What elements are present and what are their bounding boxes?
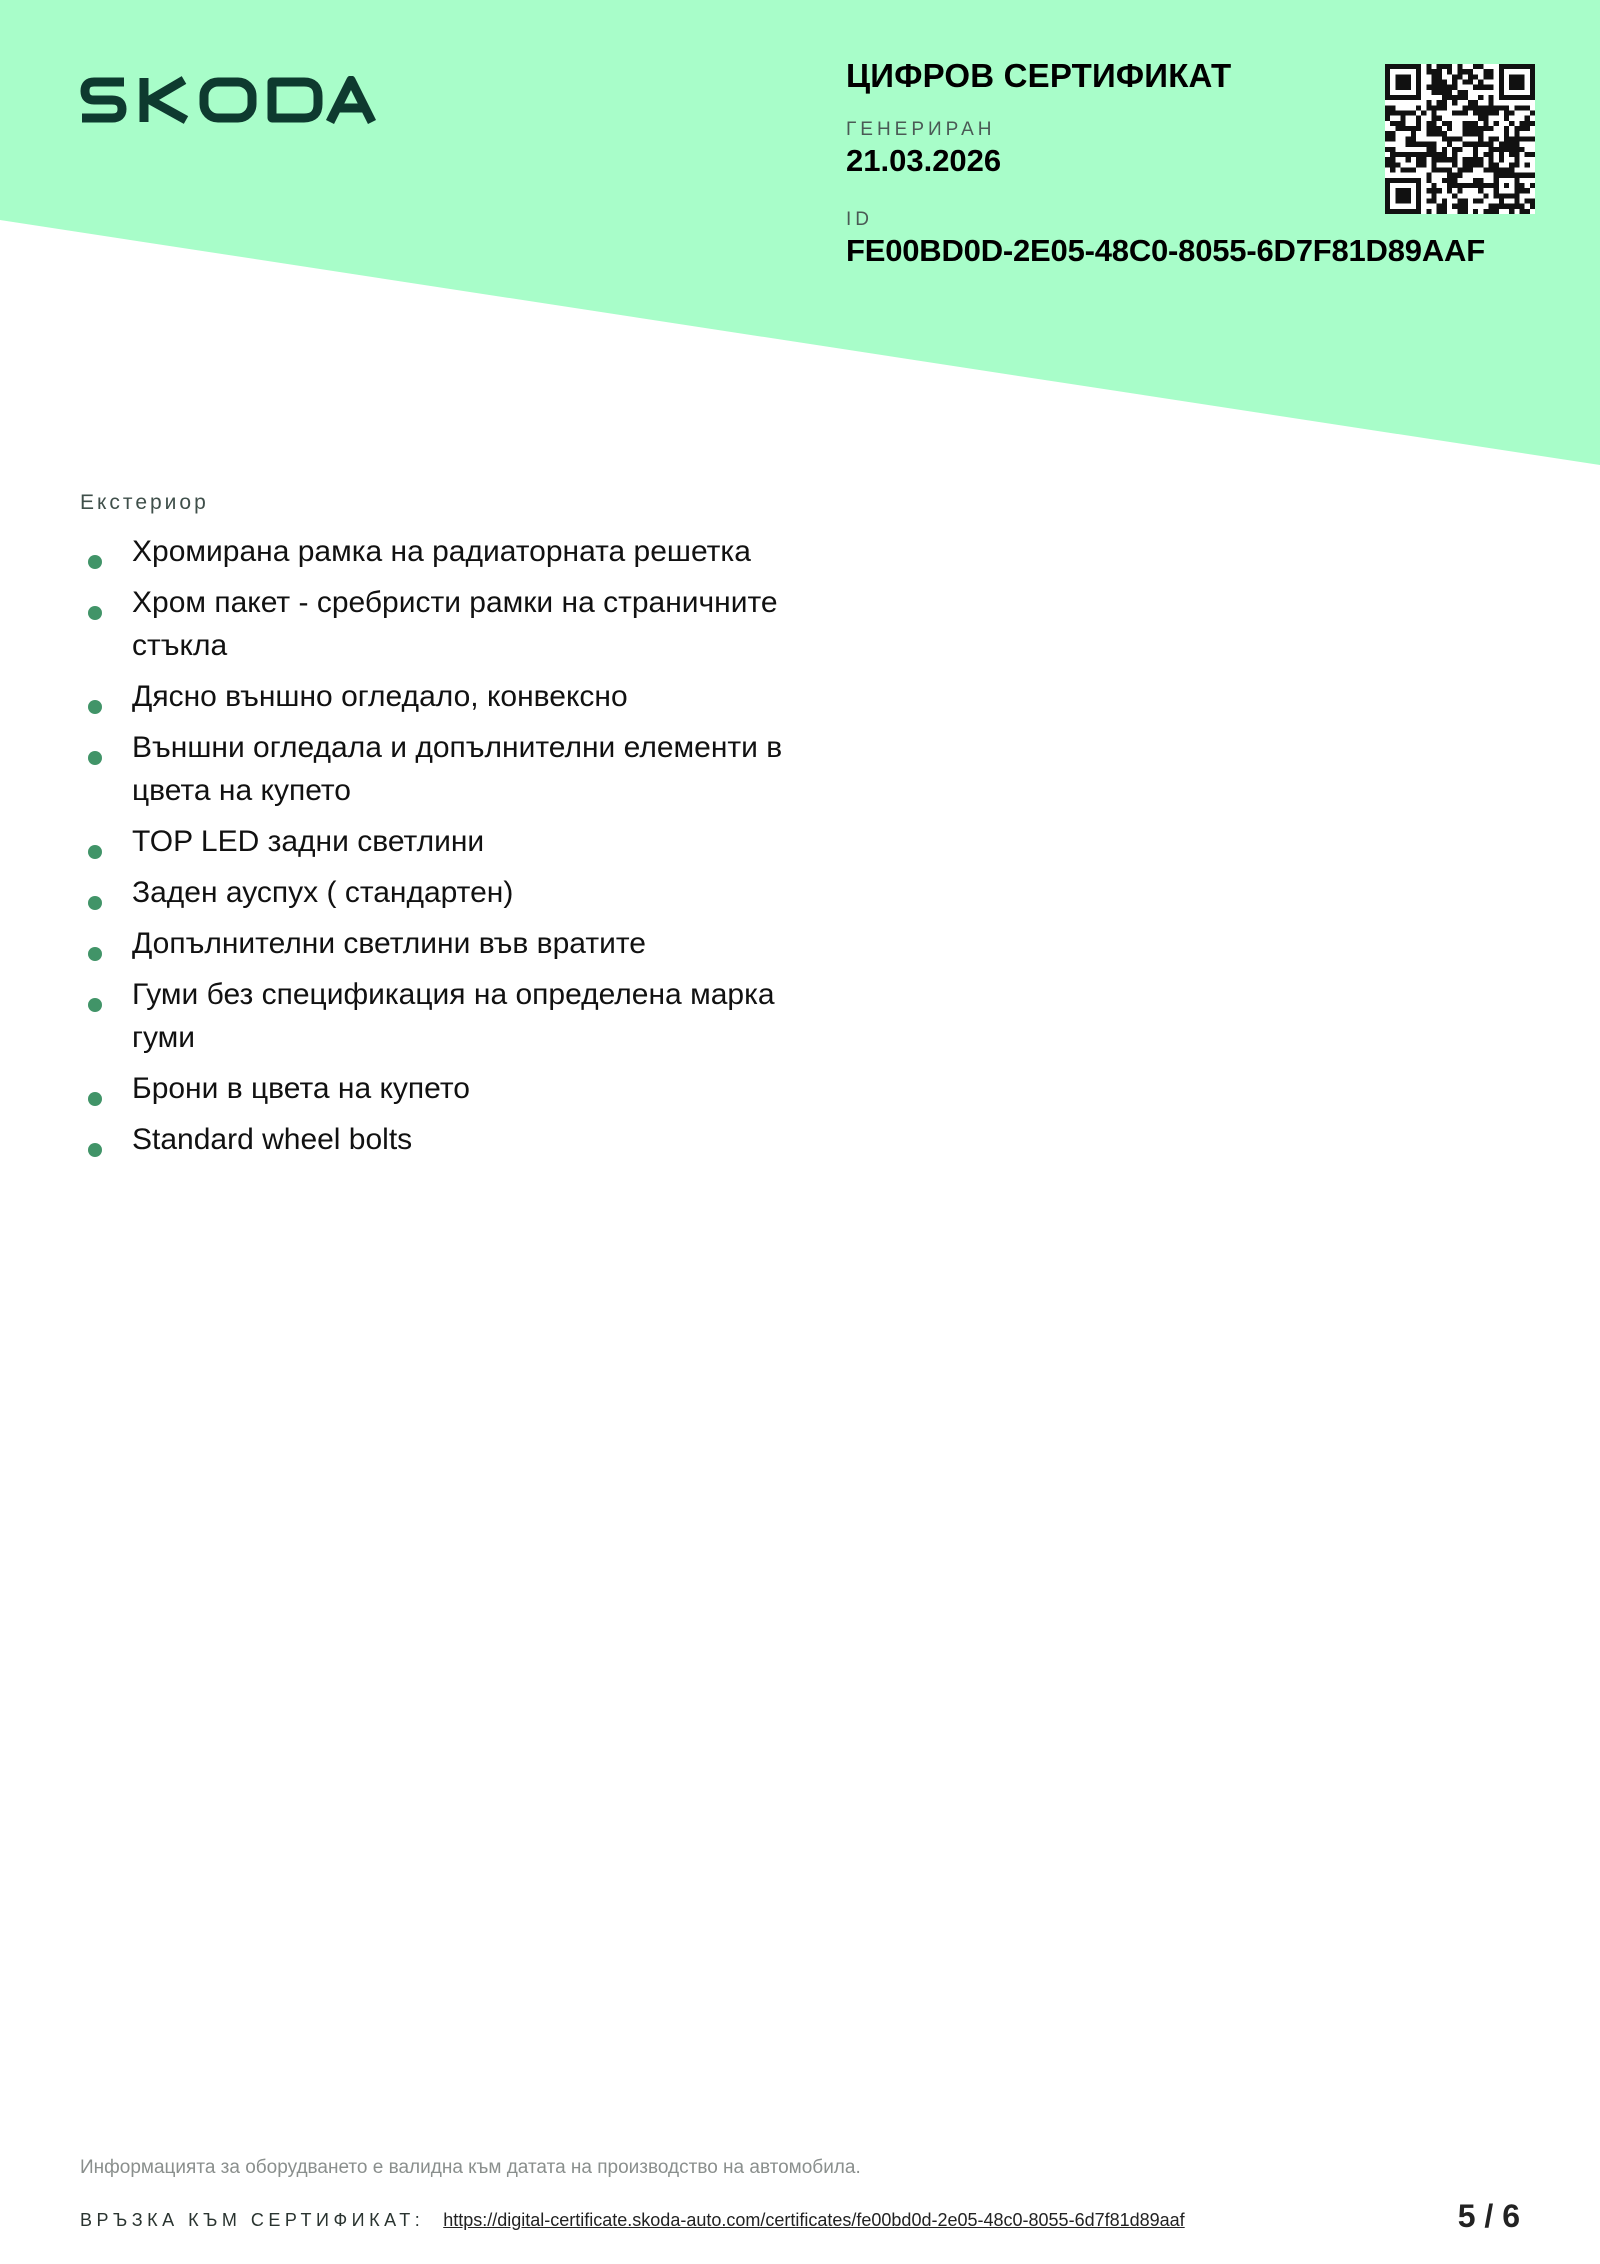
list-item (80, 871, 812, 914)
bullet-dot-icon (88, 998, 102, 1012)
list-item (80, 726, 812, 812)
bullet-dot-icon (88, 1143, 102, 1157)
list-item (80, 675, 812, 718)
exterior-section (80, 488, 880, 1169)
list-item (80, 530, 812, 573)
item-text: Заден ауспух ( стандартен) (132, 876, 514, 909)
item-text: Хром пакет - сребристи рамки на страничните стъкла (132, 586, 778, 662)
bullet-dot-icon (88, 700, 102, 714)
bullet-dot-icon (88, 606, 102, 620)
certificate-id: FE00BD0D-2E05-48C0-8055-6D7F81D89AAF (846, 233, 1485, 268)
bullet-dot-icon (88, 1092, 102, 1106)
bullet-dot-icon (88, 555, 102, 569)
item-text: TOP LED задни светлини (132, 825, 485, 858)
item-text: Допълнителни светлини във вратите (132, 927, 646, 960)
bullet-dot-icon (88, 751, 102, 765)
page-number: 5 / 6 (1457, 2198, 1520, 2234)
bullet-dot-icon (88, 896, 102, 910)
list-item (80, 973, 812, 1059)
footer-note: Информацията за оборудването е валидна към датата на производство на автомобила. (80, 2157, 861, 2178)
equipment-list (80, 530, 880, 1161)
item-text: Брони в цвета на купето (132, 1072, 470, 1105)
list-item (80, 1118, 812, 1161)
generated-label: ГЕНЕРИРАН (846, 119, 996, 140)
item-text: Хромирана рамка на радиаторната решетка (132, 535, 751, 568)
list-item (80, 581, 812, 667)
certificate-link[interactable]: https://digital-certificate.skoda-auto.com/certificates/fe00bd0d-2e05-48c0-8055-6d7f81d89aaf (443, 2210, 1185, 2230)
certificate-title: ЦИФРОВ СЕРТИФИКАТ (846, 57, 1232, 94)
item-text: Standard wheel bolts (132, 1123, 413, 1156)
item-text: Гуми без спецификация на определена марка гуми (132, 978, 775, 1054)
bullet-dot-icon (88, 947, 102, 961)
skoda-logo (80, 76, 376, 124)
certificate-link-label: ВРЪЗКА КЪМ СЕРТИФИКАТ: (80, 2210, 425, 2230)
section-title: Екстериор (80, 491, 209, 514)
list-item (80, 1067, 812, 1110)
bullet-dot-icon (88, 845, 102, 859)
list-item (80, 820, 812, 863)
list-item (80, 922, 812, 965)
generated-date: 21.03.2026 (846, 143, 1002, 178)
certificate-link-row (80, 2208, 1185, 2232)
qr-code-icon (1385, 64, 1535, 214)
item-text: Дясно външно огледало, конвексно (132, 680, 628, 713)
item-text: Външни огледала и допълнителни елементи в цвета на купето (132, 731, 783, 807)
id-label: ID (846, 209, 873, 230)
